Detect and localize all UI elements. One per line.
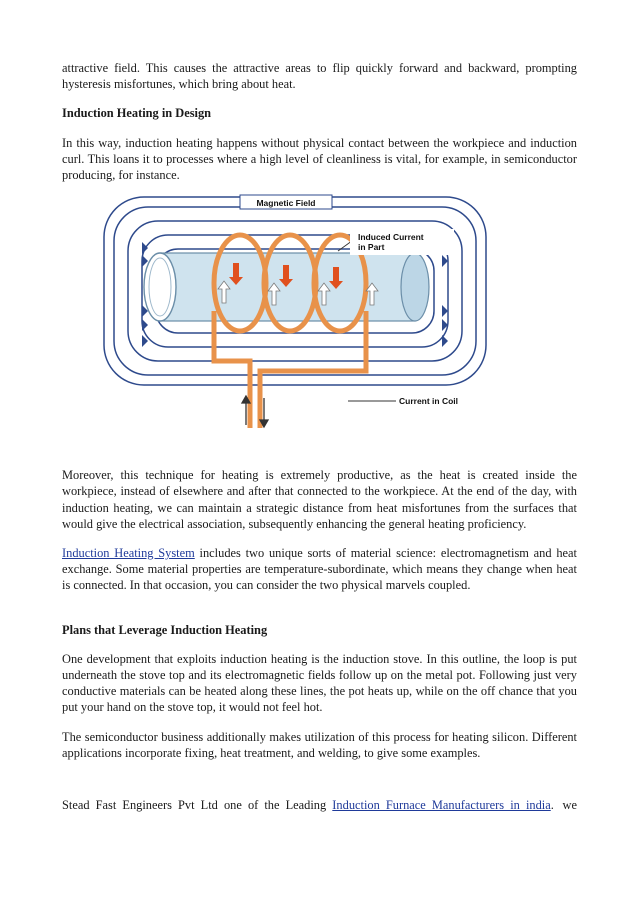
paragraph-semiconductor: The semiconductor business additionally makes utilization of this process for heating silicon. Different applications incorporate fixing, heat treatment, and welding, to give some examples. — [62, 729, 577, 760]
company-text-tail: we — [562, 798, 577, 813]
workpiece-tube — [160, 253, 415, 321]
paragraph-stove: One development that exploits induction heating is the induction stove. In this outline, the loop is put underneath the stove top and its electromagnetic fields follow up on the metal pot. Following just very conductive materials can be heated along these lines, the pot heats up, while on the off chance that you put your hand on the stove top, it would not feel hot. — [62, 651, 577, 715]
induction-heating-diagram — [62, 193, 577, 431]
induction-furnace-manufacturers-link[interactable]: Induction Furnace Manufacturers in india — [332, 798, 551, 813]
induced-current-label-line2: in Part — [358, 242, 385, 253]
company-text-period: . — [550, 798, 554, 813]
document-page — [62, 60, 577, 813]
paragraph-system-text: includes two unique sorts of material science: electromagnetism and heat exchange. Some material properties are temperature-subordinate, which means they change when heat is connected. In that occasion, you can consider the two physical marvels coupled. — [62, 546, 577, 593]
paragraph-hysteresis: attractive field. This causes the attractive areas to flip quickly forward and backward, prompting hysteresis misfortunes, which bring about heat. — [62, 61, 577, 92]
company-text: Stead Fast Engineers Pvt Ltd one of the Leading — [62, 798, 333, 813]
induction-heating-system-link[interactable]: Induction Heating System — [62, 546, 195, 561]
field-arrow-icon — [142, 242, 148, 254]
paragraph-productive: Moreover, this technique for heating is extremely productive, as the heat is created inside the workpiece, instead of elsewhere and after that connected to the workpiece. At the end of the day, with induction heating, we can maintain a strategic distance from heat misfortunes from the surfaces that would give the electrical association, subsequently enhancing the general heating proficiency. — [62, 468, 577, 531]
paragraph-system — [62, 545, 577, 594]
heading-plans: Plans that Leverage Induction Heating — [62, 622, 268, 637]
heading-induction-heating-in-design: Induction Heating in Design — [62, 106, 212, 121]
magnetic-field-label: Magnetic Field — [256, 198, 316, 209]
paragraph-company — [62, 797, 577, 813]
diagram-svg — [100, 193, 490, 431]
current-in-coil-label: Current in Coil — [399, 396, 459, 407]
paragraph-contact: In this way, induction heating happens without physical contact between the workpiece and induction curl. This loans it to processes where a high level of cleanliness is vital, for example, in semiconductor producing, for instance. — [62, 135, 577, 183]
induced-current-label: Induced Current — [358, 232, 424, 243]
